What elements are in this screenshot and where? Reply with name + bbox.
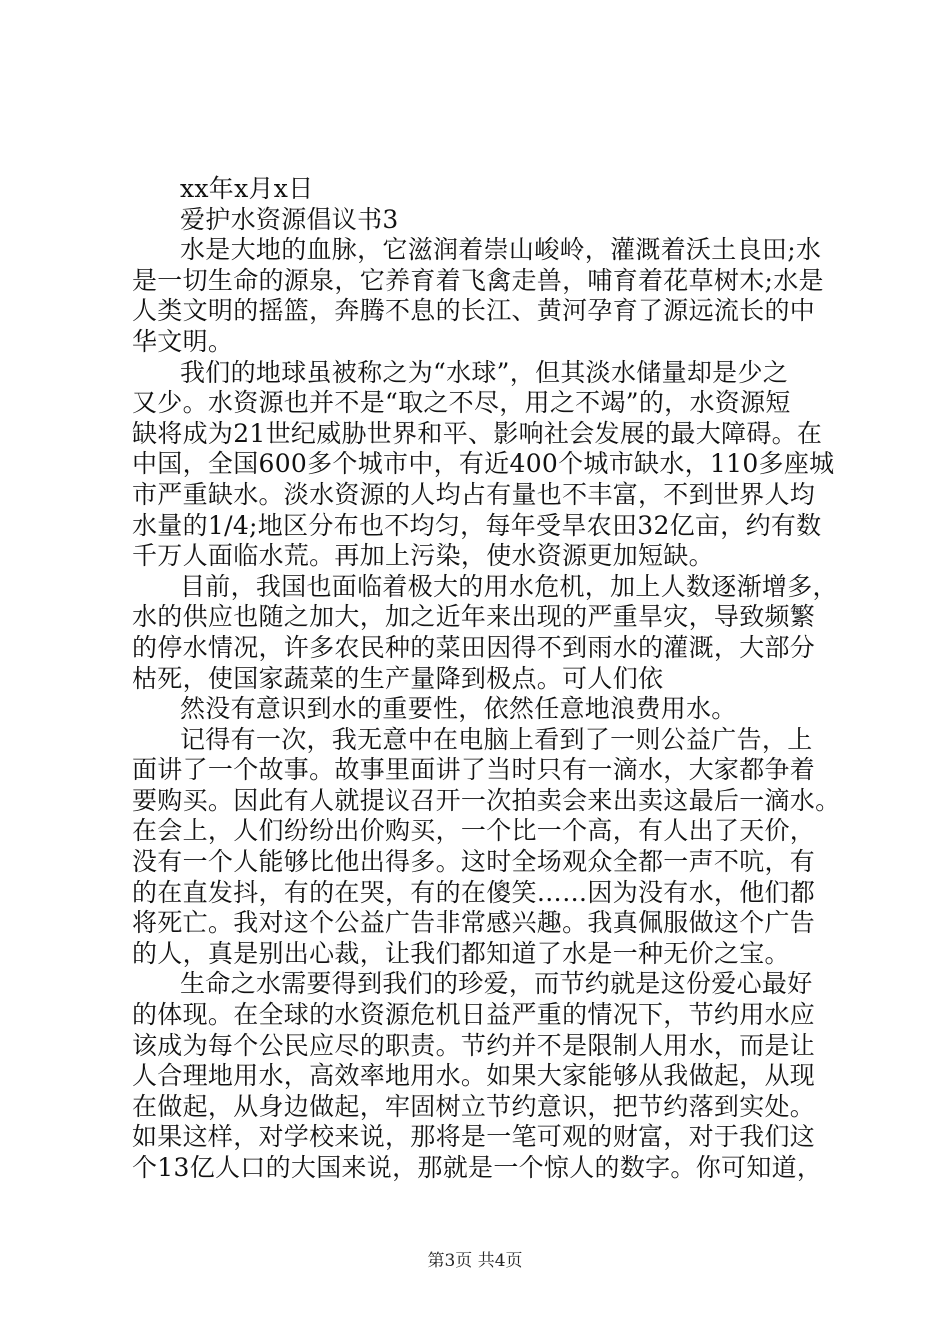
paragraph-line: 该成为每个公民应尽的职责。节约并不是限制人用水，而是让	[132, 1030, 816, 1060]
paragraph-line: 在做起，从身边做起，牢固树立节约意识，把节约落到实处。	[132, 1091, 816, 1121]
paragraph-line: 的人，真是别出心裁，让我们都知道了水是一种无价之宝。	[132, 938, 790, 968]
paragraph-line: 要购买。因此有人就提议召开一次拍卖会来出卖这最后一滴水。	[132, 785, 841, 815]
paragraph-line: 市严重缺水。淡水资源的人均占有量也不丰富，不到世界人均	[132, 479, 816, 509]
paragraph-line: 的体现。在全球的水资源危机日益严重的情况下，节约用水应	[132, 1000, 816, 1030]
paragraph	[132, 694, 836, 725]
paragraph-line: 没有一个人能够比他出得多。这时全场观众全都一声不吭，有	[132, 847, 816, 877]
paragraph-line: 人类文明的摇篮，奔腾不息的长江、黄河孕育了源远流长的中	[132, 296, 816, 326]
paragraph-line: 千万人面临水荒。再加上污染，使水资源更加短缺。	[132, 541, 714, 571]
page-footer	[0, 1250, 950, 1272]
paragraph-line: 我们的地球虽被称之为“水球”，但其淡水储量却是少之	[180, 357, 789, 387]
paragraph-line: 个13亿人口的大国来说，那就是一个惊人的数字。你可知道，	[132, 1153, 823, 1182]
paragraph-line: 如果这样，对学校来说，那将是一笔可观的财富，对于我们这	[132, 1122, 816, 1152]
document-body	[132, 174, 841, 1184]
paragraph-line: 华文明。	[132, 326, 234, 356]
paragraph	[132, 969, 836, 1183]
paragraph-line: 记得有一次，我无意中在电脑上看到了一则公益广告，上	[180, 724, 813, 754]
paragraph-line: 在会上，人们纷纷出价购买，一个比一个高，有人出了天价，	[132, 816, 816, 846]
paragraph-line: 目前，我国也面临着极大的用水危机，加上人数逐渐增多，	[180, 571, 838, 601]
paragraph-line: 将死亡。我对这个公益广告非常感兴趣。我真佩服做这个广告	[132, 908, 816, 938]
paragraph	[132, 358, 836, 572]
paragraph	[132, 235, 836, 357]
paragraph-line: 是一切生命的源泉，它养育着飞禽走兽，哺育着花草树木;水是	[132, 265, 824, 295]
document-title: 爱护水资源倡议书3	[180, 204, 399, 234]
paragraph-line: 枯死，使国家蔬菜的生产量降到极点。可人们依	[132, 663, 664, 693]
paragraph-line: 水量的1/4;地区分布也不均匀，每年受旱农田32亿亩，约有数	[132, 510, 822, 540]
document-date: xx年x月x日	[180, 174, 314, 203]
paragraph-line: 人合理地用水，高效率地用水。如果大家能够从我做起，从现	[132, 1061, 816, 1091]
paragraph-line: 中国，全国600多个城市中，有近400个城市缺水，110多座城	[132, 449, 835, 479]
paragraph-line: 生命之水需要得到我们的珍爱，而节约就是这份爱心最好	[180, 969, 813, 999]
paragraph-line: 然没有意识到水的重要性，依然任意地浪费用水。	[180, 694, 737, 724]
paragraph-line: 的在直发抖，有的在哭，有的在傻笑……因为没有水，他们都	[132, 877, 816, 907]
paragraph	[132, 724, 841, 970]
paragraph-line: 的停水情况，许多农民种的菜田因得不到雨水的灌溉，大部分	[132, 632, 816, 662]
paragraph-line: 水是大地的血脉，它滋润着崇山峻岭，灌溉着沃土良田;水	[180, 235, 822, 265]
paragraph-line: 水的供应也随之加大，加之近年来出现的严重旱灾，导致频繁	[132, 602, 816, 632]
paragraph-line: 缺将成为21世纪威胁世界和平、影响社会发展的最大障碍。在	[132, 418, 823, 448]
paragraph-line: 又少。水资源也并不是“取之不尽，用之不竭”的，水资源短	[132, 388, 791, 418]
page-number-label: 第3页 共4页	[427, 1251, 523, 1271]
paragraph-line: 面讲了一个故事。故事里面讲了当时只有一滴水，大家都争着	[132, 755, 816, 785]
paragraph	[132, 572, 836, 694]
